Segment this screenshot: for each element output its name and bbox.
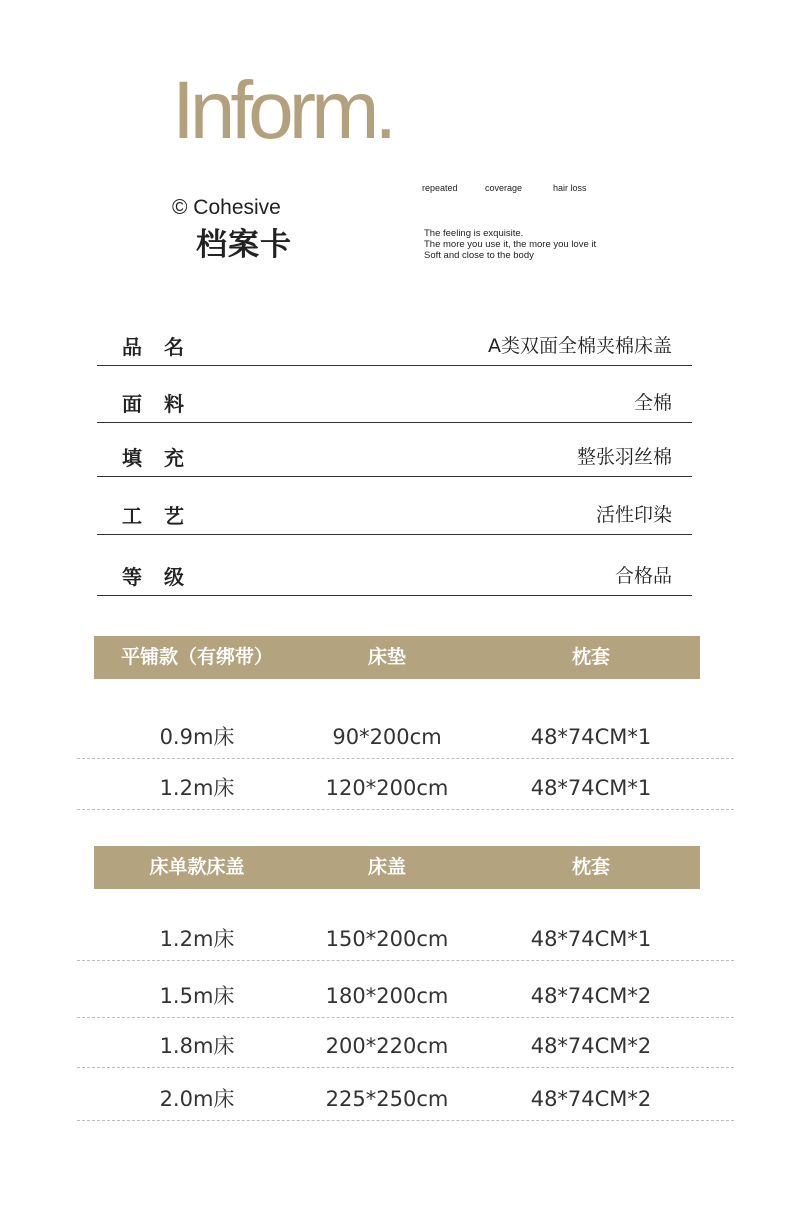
table-header-cell: 枕套 — [571, 646, 610, 668]
table-row — [77, 961, 734, 1018]
table-row — [77, 759, 734, 810]
table-header-cell: 平铺款（有绑带） — [120, 646, 273, 668]
table-cell: 48*74CM*1 — [530, 927, 652, 951]
spec-row-name — [97, 324, 692, 366]
spec-label: 品名 — [122, 335, 206, 359]
spec-value: A类双面全棉夹棉床盖 — [488, 335, 672, 357]
spec-value: 整张羽丝棉 — [576, 446, 672, 468]
brand-logo: Inform. — [172, 65, 393, 156]
table-cell: 180*200cm — [325, 984, 449, 1008]
tag-repeated: repeated — [422, 183, 458, 193]
spec-label: 等级 — [122, 565, 206, 589]
spec-value: 全棉 — [633, 392, 672, 414]
table-header-cell: 枕套 — [571, 856, 610, 878]
table-row — [77, 1068, 734, 1121]
table-cell: 90*200cm — [332, 725, 442, 749]
brand-name: © Cohesive — [172, 196, 281, 219]
table-header-cell: 床盖 — [367, 856, 406, 878]
tagline-line: Soft and close to the body — [424, 250, 534, 261]
table-row — [77, 905, 734, 961]
table-header-cell: 床单款床盖 — [149, 856, 245, 878]
size-table-header-sheet — [94, 846, 700, 889]
spec-row-filling — [97, 423, 692, 477]
spec-label: 面料 — [122, 392, 206, 416]
table-cell: 150*200cm — [325, 927, 449, 951]
table-cell: 2.0m床 — [159, 1087, 235, 1111]
table-cell: 1.5m床 — [159, 984, 235, 1008]
table-cell: 200*220cm — [325, 1034, 449, 1058]
table-cell: 1.2m床 — [159, 776, 235, 800]
table-row — [77, 700, 734, 759]
size-table-header-flat — [94, 636, 700, 679]
tag-coverage: coverage — [485, 183, 523, 193]
spec-row-grade — [97, 535, 692, 596]
table-cell: 225*250cm — [325, 1087, 449, 1111]
table-cell: 48*74CM*2 — [530, 1087, 652, 1111]
tagline-line: The feeling is exquisite. — [424, 228, 524, 239]
tag-hair-loss: hair loss — [553, 183, 587, 193]
table-header-cell: 床垫 — [367, 646, 406, 668]
spec-value: 活性印染 — [595, 504, 672, 526]
table-cell: 1.2m床 — [159, 927, 235, 951]
table-cell: 120*200cm — [325, 776, 449, 800]
table-cell: 0.9m床 — [159, 725, 235, 749]
table-cell: 48*74CM*1 — [530, 776, 652, 800]
tagline-line: The more you use it, the more you love it — [424, 239, 597, 250]
table-cell: 48*74CM*2 — [530, 984, 652, 1008]
spec-label: 工艺 — [122, 504, 206, 528]
table-cell: 1.8m床 — [159, 1034, 235, 1058]
spec-row-craft — [97, 477, 692, 535]
page-title: 档案卡 — [196, 227, 292, 263]
table-row — [77, 1018, 734, 1068]
spec-label: 填充 — [122, 446, 206, 470]
table-cell: 48*74CM*1 — [530, 725, 652, 749]
tagline — [424, 228, 596, 261]
spec-value: 合格品 — [614, 565, 672, 587]
table-cell: 48*74CM*2 — [530, 1034, 652, 1058]
spec-row-fabric — [97, 366, 692, 423]
